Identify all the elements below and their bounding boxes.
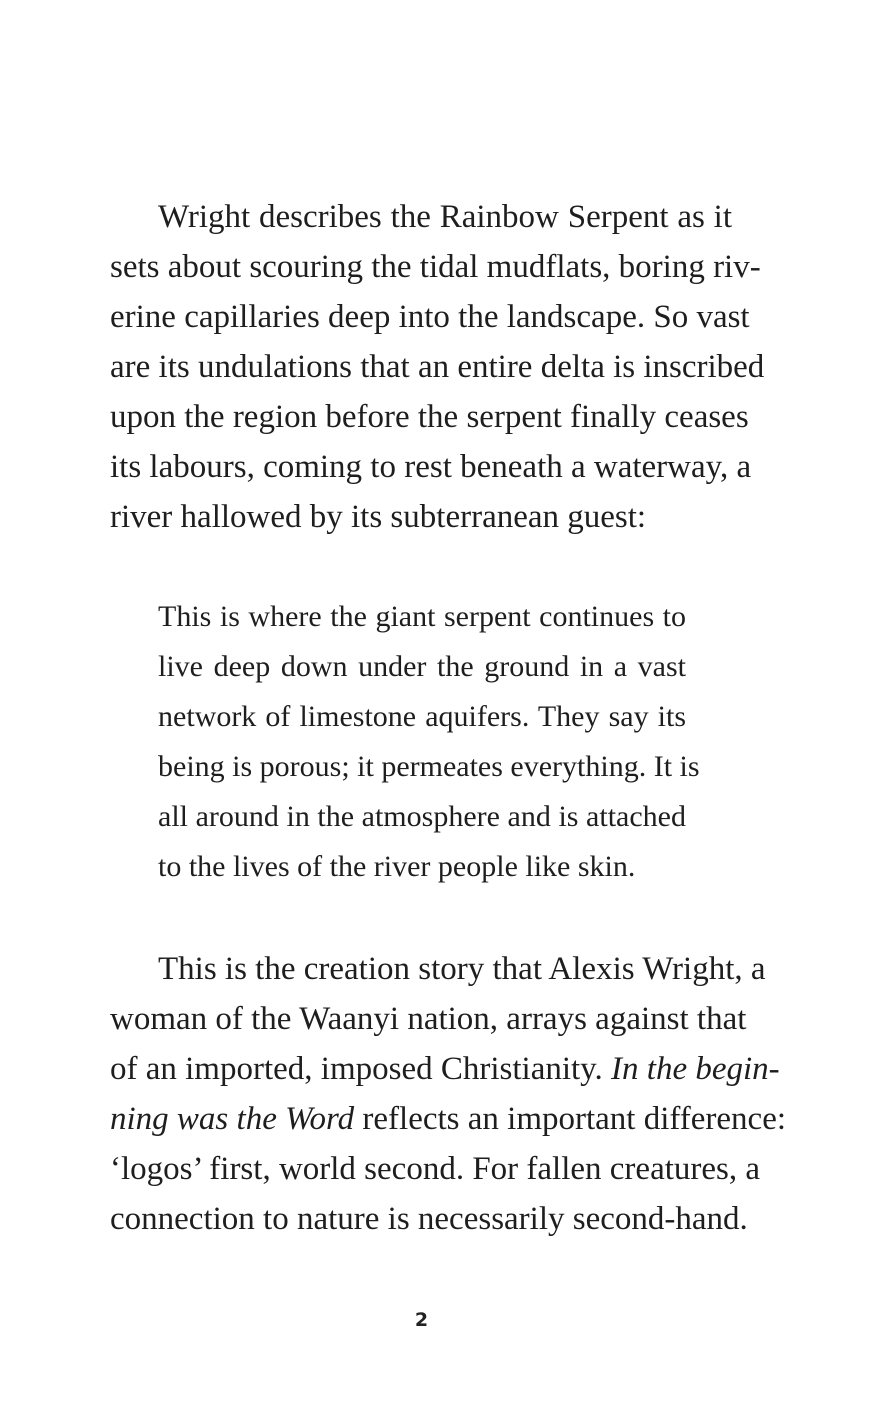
paragraph-line: river hallowed by its subterranean guest: [110, 499, 647, 535]
paragraph-line [110, 1101, 787, 1137]
paragraph-line [110, 1051, 780, 1087]
quote-line: This is where the giant serpent continues to [158, 600, 686, 633]
quote-line: being is porous; it permeates everything. It is [158, 750, 700, 783]
paragraph-line: connection to nature is necessarily second-hand. [110, 1201, 748, 1237]
page-number: 2 [414, 1309, 429, 1331]
paragraph-line: sets about scouring the tidal mudflats, boring riv- [110, 249, 761, 285]
paragraph-line: This is the creation story that Alexis Wright, a [158, 951, 766, 987]
paragraph-line: ‘logos’ first, world second. For fallen creatures, a [110, 1151, 761, 1187]
quote-line: live deep down under the ground in a vast [158, 650, 686, 683]
paragraph-line: erine capillaries deep into the landscape. So vast [110, 299, 750, 335]
quote-line: network of limestone aquifers. They say its [158, 700, 686, 733]
paragraph-line: are its undulations that an entire delta is inscribed [110, 349, 765, 385]
paragraph-line: Wright describes the Rainbow Serpent as it [158, 199, 732, 235]
quote-line: all around in the atmosphere and is attached [158, 800, 686, 833]
italic-title: In the begin- [611, 1051, 780, 1087]
paragraph-line: its labours, coming to rest beneath a waterway, a [110, 449, 752, 485]
quote-line: to the lives of the river people like skin. [158, 850, 636, 883]
paragraph-line: woman of the Waanyi nation, arrays against that [110, 1001, 747, 1037]
paragraph-line: upon the region before the serpent finally ceases [110, 399, 749, 435]
paragraph-text: reflects an important difference: [354, 1101, 787, 1137]
paragraph-text: of an imported, imposed Christianity. [110, 1051, 612, 1087]
italic-title: ning was the Word [110, 1101, 355, 1137]
